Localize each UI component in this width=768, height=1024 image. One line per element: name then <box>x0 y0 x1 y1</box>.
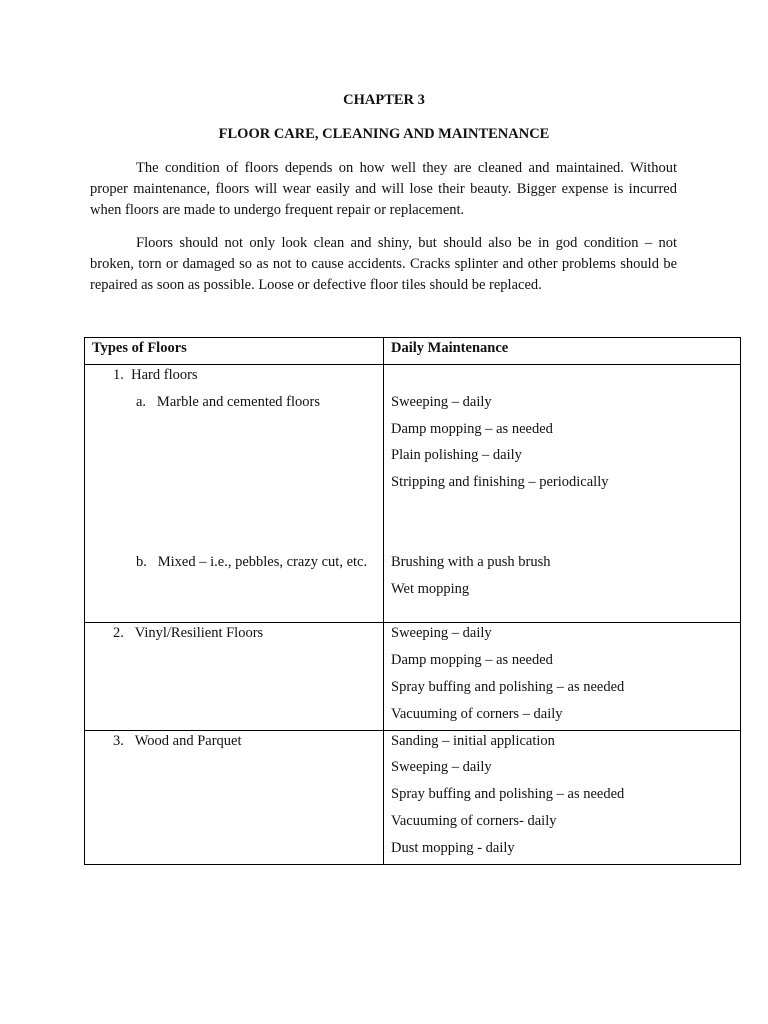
paragraph-2: Floors should not only look clean and shiny, but should also be in god condition – not broken, torn or damaged so as not to cause accidents. Cracks splinter and other problems should be repaired as soon as possible. Loose or defective floor tiles should be replaced. <box>90 235 677 293</box>
header-types-of-floors: Types of Floors <box>92 340 187 356</box>
paragraph-1: The condition of floors depends on how well they are cleaned and maintained. Without proper maintenance, floors will wear easily and will lose their beauty. Bigger expense is incurred when floors are made to undergo frequent repair or replacement. <box>90 160 677 218</box>
header-daily-maintenance: Daily Maintenance <box>391 340 509 356</box>
maintenance-item: Spray buffing and polishing – as needed <box>391 679 625 695</box>
row-vinyl-floors-label: 2. Vinyl/Resilient Floors <box>113 625 264 641</box>
maintenance-item: Vacuuming of corners- daily <box>391 813 557 829</box>
row-hard-floors-label: 1. Hard floors <box>113 367 198 383</box>
floor-maintenance-table <box>84 337 741 865</box>
maintenance-item: Wet mopping <box>391 581 470 597</box>
row-marble-floors-label: a. Marble and cemented floors <box>136 394 320 410</box>
maintenance-item: Sweeping – daily <box>391 394 492 410</box>
maintenance-item: Brushing with a push brush <box>391 554 551 570</box>
maintenance-item: Damp mopping – as needed <box>391 652 553 668</box>
row-wood-floors-label: 3. Wood and Parquet <box>113 733 242 749</box>
maintenance-item: Sweeping – daily <box>391 759 492 775</box>
chapter-heading: CHAPTER 3 <box>343 92 425 108</box>
maintenance-item: Vacuuming of corners – daily <box>391 706 563 722</box>
row-mixed-floors-label: b. Mixed – i.e., pebbles, crazy cut, etc. <box>136 554 368 570</box>
maintenance-item: Dust mopping - daily <box>391 840 515 856</box>
column-divider <box>383 338 384 864</box>
maintenance-item: Plain polishing – daily <box>391 447 522 463</box>
maintenance-item: Stripping and finishing – periodically <box>391 474 609 490</box>
section-title: FLOOR CARE, CLEANING AND MAINTENANCE <box>218 126 550 142</box>
maintenance-item: Spray buffing and polishing – as needed <box>391 786 625 802</box>
maintenance-item: Sweeping – daily <box>391 625 492 641</box>
maintenance-item: Sanding – initial application <box>391 733 555 749</box>
maintenance-item: Damp mopping – as needed <box>391 421 553 437</box>
